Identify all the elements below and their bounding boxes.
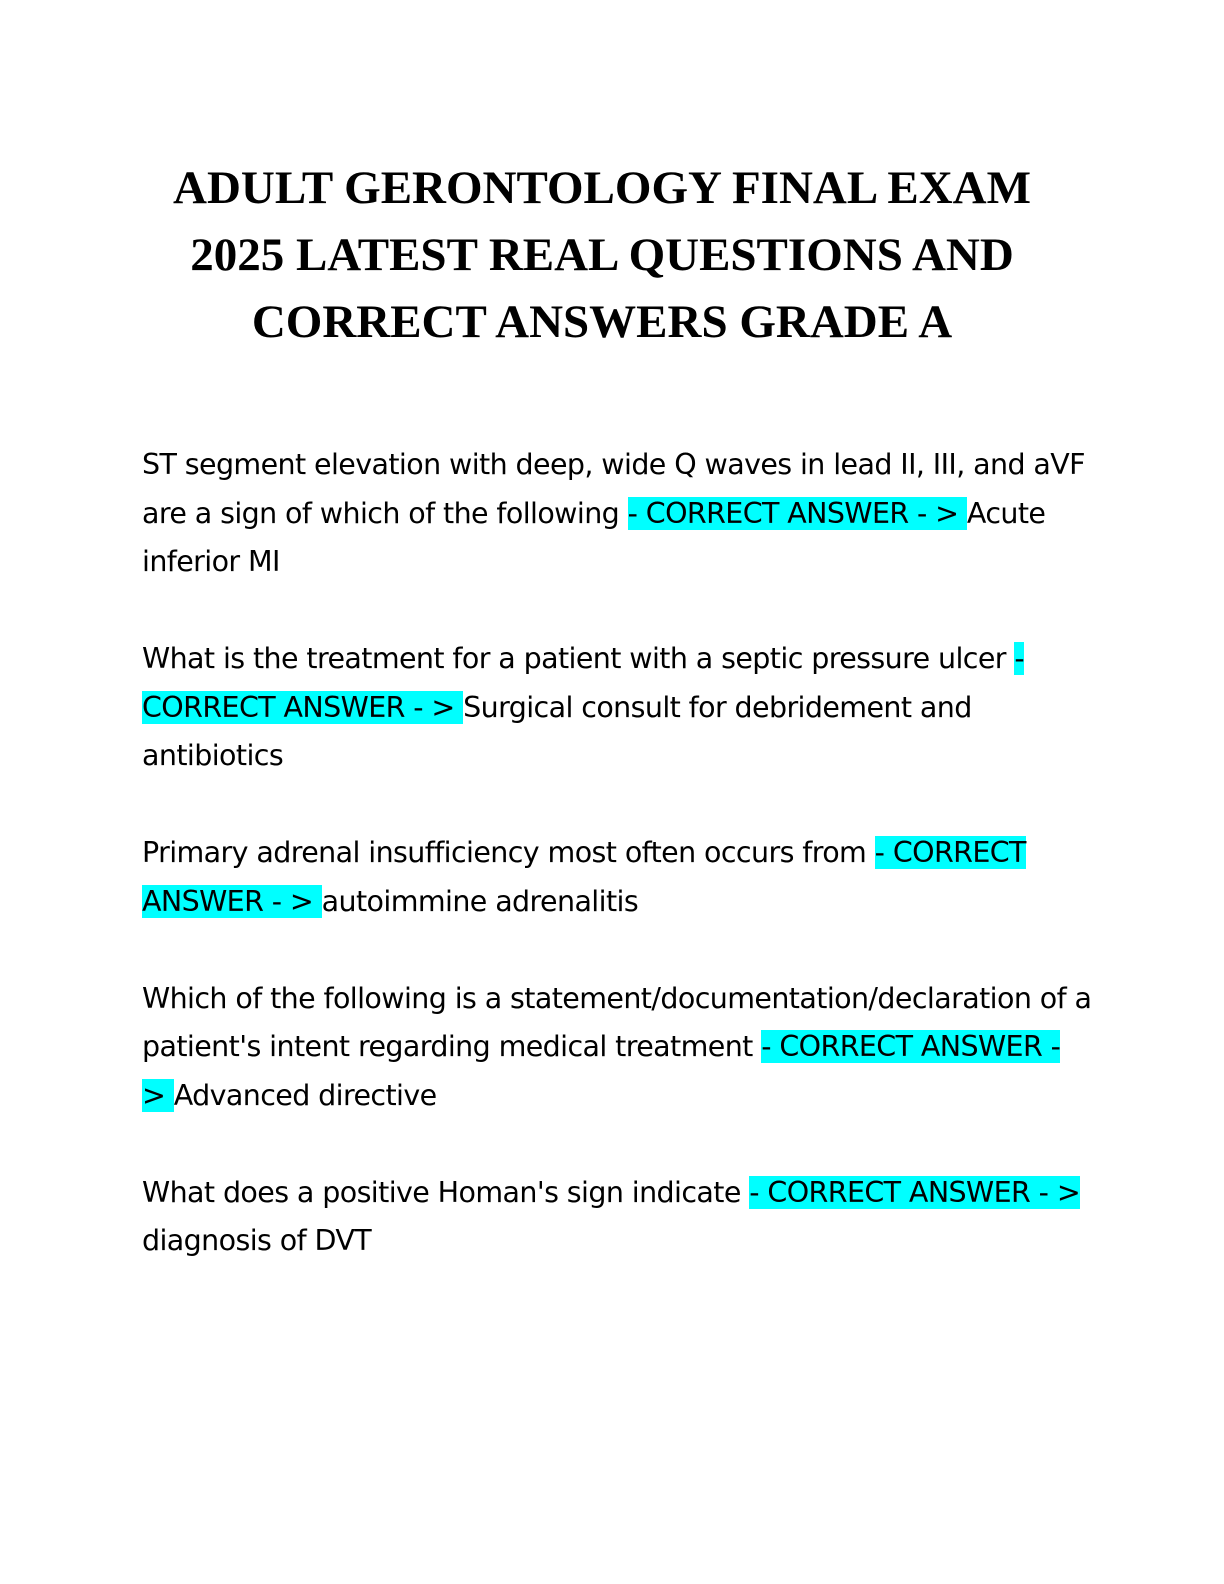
- answer-marker: - CORRECT ANSWER - >: [142, 1030, 1061, 1112]
- qa-item-5: [142, 1169, 1092, 1266]
- answer-marker: - CORRECT ANSWER - >: [142, 836, 1026, 918]
- question-text: Primary adrenal insufficiency most often occurs from: [142, 836, 875, 869]
- qa-item-1: [142, 441, 1092, 587]
- title-line: 2025 LATEST REAL QUESTIONS AND: [190, 229, 1014, 281]
- qa-item-4: [142, 975, 1092, 1121]
- qa-item-3: [142, 829, 1092, 926]
- answer-text: autoimmine adrenalitis: [321, 884, 639, 918]
- qa-item-2: [142, 635, 1092, 781]
- title-line: CORRECT ANSWERS GRADE A: [251, 296, 953, 348]
- question-text: Which of the following is a statement/documentation/declaration of a patient's intent regarding medical treatment: [142, 981, 1092, 1063]
- answer-marker: - CORRECT ANSWER - >: [627, 496, 967, 530]
- answer-marker: - CORRECT ANSWER - >: [749, 1175, 1081, 1209]
- question-text: What is the treatment for a patient with a septic pressure ulcer: [142, 642, 1015, 675]
- answer-marker: - CORRECT ANSWER - >: [142, 642, 1025, 724]
- title-line: ADULT GERONTOLOGY FINAL EXAM: [173, 162, 1031, 214]
- answer-text: Acute inferior MI: [142, 496, 1046, 578]
- answer-text: Advanced directive: [173, 1078, 437, 1112]
- document-title: [100, 155, 1104, 356]
- question-text: What does a positive Homan's sign indicate: [142, 1175, 750, 1209]
- qa-list: [142, 441, 1092, 1314]
- answer-text: Surgical consult for debridement and antibiotics: [142, 690, 972, 772]
- question-text: ST segment elevation with deep, wide Q waves in lead II, III, and aVF are a sign of which of the following: [142, 448, 1085, 530]
- answer-text: diagnosis of DVT: [142, 1224, 372, 1257]
